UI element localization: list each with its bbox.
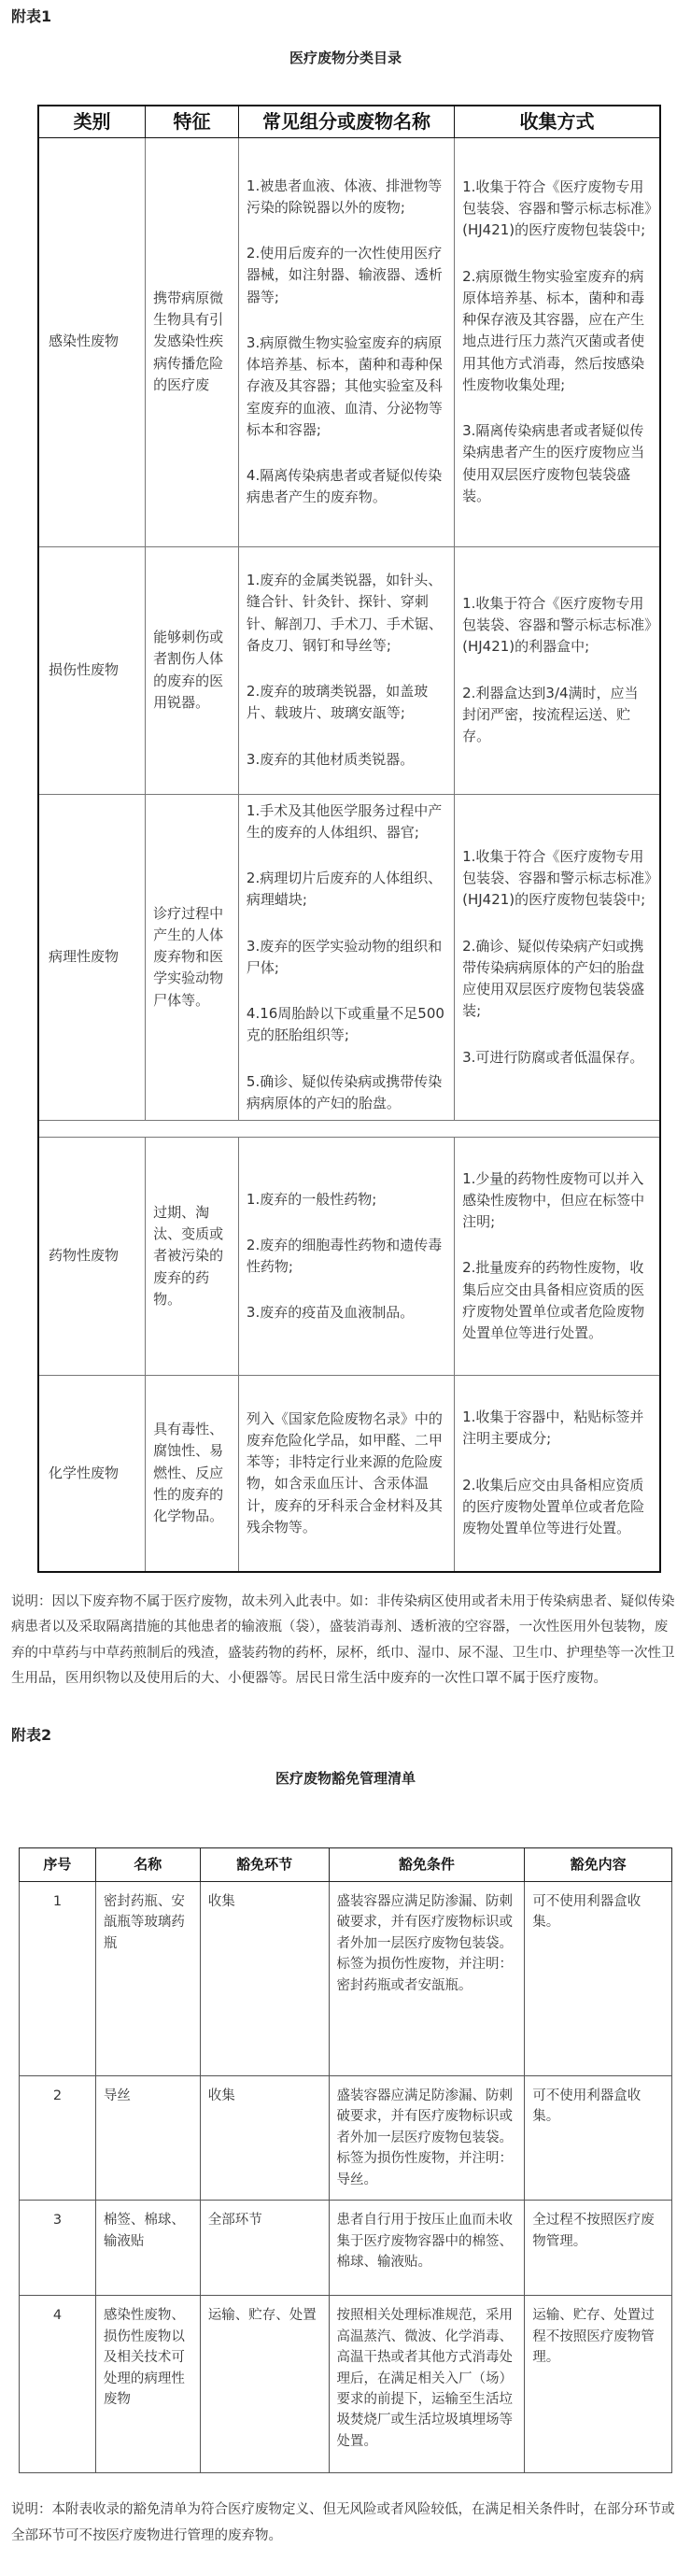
row-condition: 盛装容器应满足防渗漏、防刺破要求，并有医疗废物标识或者外加一层医疗废物包装袋。标签为损伤性废物，并注明：密封药瓶或者安瓿瓶。 xyxy=(329,1881,525,2075)
section-spacer xyxy=(11,1692,680,1719)
row-no: 2 xyxy=(20,2075,96,2200)
row-category: 感染性废物 xyxy=(38,137,146,546)
row-name: 导丝 xyxy=(95,2075,200,2200)
row-name: 感染性废物、损伤性废物以及相关技术可处理的病理性废物 xyxy=(95,2296,200,2473)
row-no: 1 xyxy=(20,1881,96,2075)
row-name: 密封药瓶、安瓿瓶等玻璃药瓶 xyxy=(95,1881,200,2075)
component-item: 3.废弃的疫苗及血液制品。 xyxy=(246,1304,415,1322)
annex1-label: 附表1 xyxy=(11,7,52,25)
row-feature: 具有毒性、腐蚀性、易燃性、反应性的废弃的化学物品。 xyxy=(146,1376,239,1572)
row-components xyxy=(238,1376,454,1572)
component-item: 2.废弃的细胞毒性药物和遗传毒性药物; xyxy=(246,1236,443,1276)
row-collection xyxy=(455,137,660,546)
component-item: 4.16周胎龄以下或重量不足500克的胚胎组织等; xyxy=(246,1005,444,1044)
row-stage: 运输、贮存、处置 xyxy=(200,2296,329,2473)
collection-item: 2.批量废弃的药物性废物，收集后应交由具备相应资质的医疗废物处置单位或者危险废物处置单位等进行处置。 xyxy=(462,1259,645,1342)
table-row xyxy=(20,1881,672,2075)
annex1-note: 说明：因以下废弃物不属于医疗废物，故未列入此表中。如：非传染病区使用或者未用于传染病患者、疑似传染病患者以及采取隔离措施的其他患者的输液瓶（袋），盛装消毒剂、透析液的空容器，一次性医用外包装物，废弃的中草药与中草药煎制后的残渣，盛装药物的药杯，尿杯，纸巾、湿巾、尿不湿、卫生巾、护理垫等一次性卫生用品，医用织物以及使用后的大、小便器等。居民日常生活中废弃的一次性口罩不属于医疗废物。 xyxy=(11,1593,675,1687)
header-category: 类别 xyxy=(38,106,146,137)
table-row xyxy=(20,2201,672,2296)
table-row xyxy=(38,794,660,1121)
table-row xyxy=(38,137,660,546)
collection-item: 1.收集于容器中，粘贴标签并注明主要成分; xyxy=(462,1408,644,1448)
annex2-note: 说明：本附表收录的豁免清单为符合医疗废物定义、但无风险或者风险较低，在满足相关条件时，在部分环节或全部环节可不按医疗废物进行管理的废弃物。 xyxy=(11,2502,675,2543)
component-item: 1.被患者血液、体液、排泄物等污染的除锐器以外的废物; xyxy=(246,177,443,216)
component-item: 4.隔离传染病患者或者疑似传染病患者产生的废弃物。 xyxy=(246,467,443,506)
row-feature: 携带病原微生物具有引发感染性疾病传播危险的医疗废 xyxy=(146,137,239,546)
row-condition: 盛装容器应满足防渗漏、防刺破要求，并有医疗废物标识或者外加一层医疗废物包装袋。标签为损伤性废物，并注明：导丝。 xyxy=(329,2075,525,2200)
row-category: 病理性废物 xyxy=(38,794,146,1121)
exemption-table xyxy=(19,1847,672,2473)
component-item: 2.使用后废弃的一次性使用医疗器械，如注射器、输液器、透析器等; xyxy=(246,245,443,305)
header-feature: 特征 xyxy=(146,106,239,137)
header-components: 常见组分或废物名称 xyxy=(238,106,454,137)
row-condition: 按照相关处理标准规范，采用高温蒸汽、微波、化学消毒、高温干热或者其他方式消毒处理后，在满足相关入厂（场）要求的前提下，运输至生活垃圾焚烧厂或生活垃圾填埋场等处置。 xyxy=(329,2296,525,2473)
table-row xyxy=(20,2296,672,2473)
collection-item: 1.少量的药物性废物可以并入感染性废物中，但应在标签中注明; xyxy=(462,1169,645,1231)
table-header-row xyxy=(20,1847,672,1881)
collection-item: 2.利器盒达到3/4满时，应当封闭严密，按流程运送、贮存。 xyxy=(462,684,639,745)
row-collection xyxy=(455,546,660,794)
header-name: 名称 xyxy=(95,1847,200,1881)
header-collection: 收集方式 xyxy=(455,106,660,137)
header-content: 豁免内容 xyxy=(525,1847,672,1881)
annex1-title: 医疗废物分类目录 xyxy=(289,49,402,66)
row-condition: 患者自行用于按压止血而未收集于医疗废物容器中的棉签、棉球、输液贴。 xyxy=(329,2201,525,2296)
table-row xyxy=(38,1138,660,1376)
row-stage: 收集 xyxy=(200,2075,329,2200)
row-collection xyxy=(455,1376,660,1572)
row-components xyxy=(238,794,454,1121)
table-gap xyxy=(38,1121,660,1138)
header-condition: 豁免条件 xyxy=(329,1847,525,1881)
annex2-title: 医疗废物豁免管理清单 xyxy=(275,1769,416,1787)
collection-item: 1.收集于符合《医疗废物专用包装袋、容器和警示标志标准》(HJ421)的利器盒中; xyxy=(462,594,652,656)
component-item: 2.废弃的玻璃类锐器，如盖玻片、载玻片、玻璃安瓿等; xyxy=(246,683,429,722)
table-row xyxy=(38,546,660,794)
component-item: 2.病理切片后废弃的人体组织、病理蜡块; xyxy=(246,870,443,909)
collection-item: 1.收集于符合《医疗废物专用包装袋、容器和警示标志标准》(HJ421)的医疗废物包装袋中; xyxy=(462,847,652,909)
component-item: 3.病原微生物实验室废弃的病原体培养基、标本，菌种和毒种保存液及其容器；其他实验室及科室废弃的血液、血清、分泌物等标本和容器; xyxy=(246,333,443,438)
row-feature: 过期、淘汰、变质或者被污染的废弃的药物。 xyxy=(146,1138,239,1376)
component-item: 1.手术及其他医学服务过程中产生的废弃的人体组织、器官; xyxy=(246,801,443,841)
row-stage: 收集 xyxy=(200,1881,329,2075)
row-collection xyxy=(455,1138,660,1376)
row-category: 损伤性废物 xyxy=(38,546,146,794)
row-content: 全过程不按照医疗废物管理。 xyxy=(525,2201,672,2296)
table-row xyxy=(38,1376,660,1572)
row-name: 棉签、棉球、输液贴 xyxy=(95,2201,200,2296)
collection-item: 2.收集后应交由具备相应资质的医疗废物处置单位或者危险废物处置单位等进行处置。 xyxy=(462,1476,645,1537)
component-item: 3.废弃的医学实验动物的组织和尸体; xyxy=(246,937,443,976)
collection-item: 2.病原微生物实验室废弃的病原体培养基、标本，菌种和毒种保存液及其容器，应在产生地点进行压力蒸汽灭菌或者使用其他方式消毒，然后按感染性废物收集处理; xyxy=(462,267,645,393)
collection-item: 2.确诊、疑似传染病产妇或携带传染病病原体的产妇的胎盘应使用双层医疗废物包装袋盛装; xyxy=(462,937,645,1020)
row-components xyxy=(238,1138,454,1376)
row-components xyxy=(238,137,454,546)
component-item: 1.废弃的金属类锐器，如针头、缝合针、针灸针、探针、穿刺针、解剖刀、手术刀、手术锯、备皮刀、钢钉和导丝等; xyxy=(246,572,443,654)
header-stage: 豁免环节 xyxy=(200,1847,329,1881)
row-no: 4 xyxy=(20,2296,96,2473)
table-row xyxy=(20,2075,672,2200)
table-header-row xyxy=(38,106,660,137)
classification-table xyxy=(37,105,661,1573)
row-content: 运输、贮存、处置过程不按照医疗废物管理。 xyxy=(525,2296,672,2473)
row-no: 3 xyxy=(20,2201,96,2296)
collection-item: 3.可进行防腐或者低温保存。 xyxy=(462,1048,644,1066)
row-category: 化学性废物 xyxy=(38,1376,146,1572)
row-category: 药物性废物 xyxy=(38,1138,146,1376)
annex2-label: 附表2 xyxy=(11,1725,52,1744)
row-collection xyxy=(455,794,660,1121)
row-content: 可不使用利器盒收集。 xyxy=(525,1881,672,2075)
row-stage: 全部环节 xyxy=(200,2201,329,2296)
row-feature: 诊疗过程中产生的人体废弃物和医学实验动物尸体等。 xyxy=(146,794,239,1121)
row-components xyxy=(238,546,454,794)
component-item: 5.确诊、疑似传染病或携带传染病病原体的产妇的胎盘。 xyxy=(246,1072,443,1111)
header-no: 序号 xyxy=(20,1847,96,1881)
component-item: 列入《国家危险废物名录》中的废弃危险化学品，如甲醛、二甲苯等；非特定行业来源的危险废物，如含汞血压计、含汞体温计，废弃的牙科汞合金材料及其残余物等。 xyxy=(246,1409,443,1536)
row-feature: 能够刺伤或者割伤人体的废弃的医用锐器。 xyxy=(146,546,239,794)
component-item: 1.废弃的一般性药物; xyxy=(246,1190,377,1208)
collection-item: 3.隔离传染病患者或者疑似传染病患者产生的医疗废物应当使用双层医疗废物包装袋盛装。 xyxy=(462,422,645,504)
collection-item: 1.收集于符合《医疗废物专用包装袋、容器和警示标志标准》(HJ421)的医疗废物包装袋中; xyxy=(462,177,652,239)
row-content: 可不使用利器盒收集。 xyxy=(525,2075,672,2200)
component-item: 3.废弃的其他材质类锐器。 xyxy=(246,750,415,768)
